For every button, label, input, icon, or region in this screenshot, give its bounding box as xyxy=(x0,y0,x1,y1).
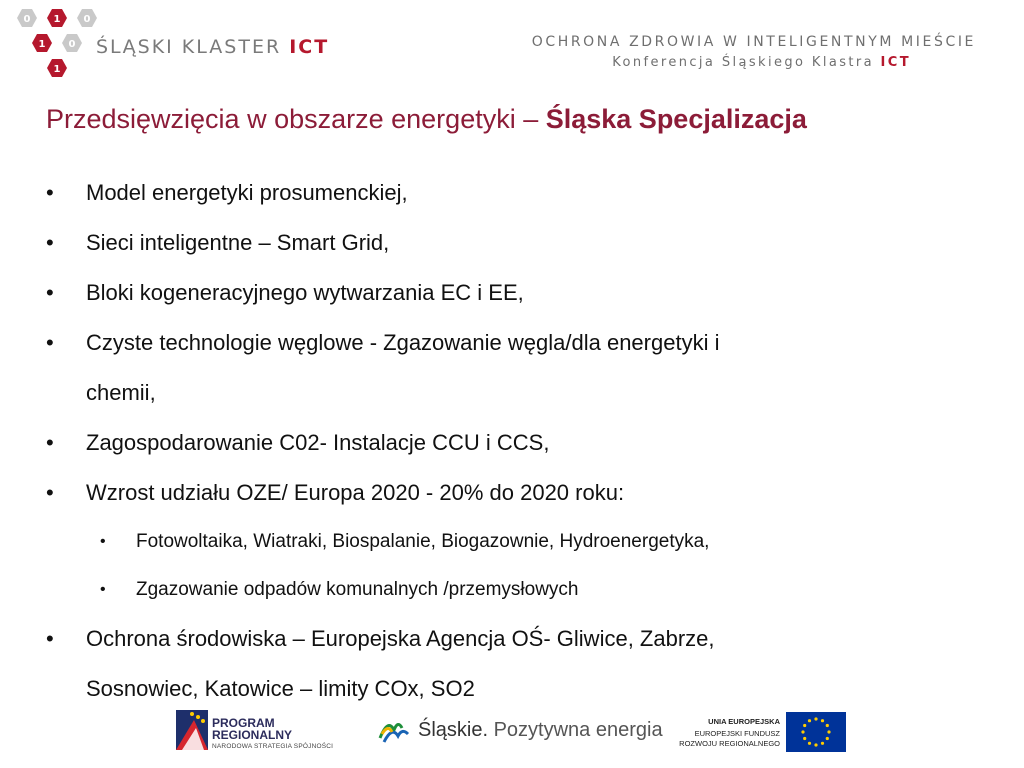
bullet-text: chemii, xyxy=(86,380,156,405)
bullet-dot: • xyxy=(46,330,54,355)
bullet-text: Sieci inteligentne – Smart Grid, xyxy=(86,230,390,255)
logo-digit: 0 xyxy=(23,14,31,25)
hexagon-logo-icon xyxy=(10,6,102,90)
logo-digit: 1 xyxy=(53,64,61,75)
bullet-text: Model energetyki prosumenckiej, xyxy=(86,180,408,205)
bullet-dot: • xyxy=(46,280,54,305)
eu-line1: UNIA EUROPEJSKA xyxy=(708,717,780,726)
program-line1: PROGRAM xyxy=(212,716,275,730)
bullet-text: Sosnowiec, Katowice – limity COx, SO2 xyxy=(86,676,475,701)
conference-subtitle xyxy=(612,55,911,70)
bullet-text: Czyste technologie węglowe - Zgazowanie węgla/dla energetyki i xyxy=(86,330,720,355)
logo-digit: 0 xyxy=(83,14,91,25)
bullet-text: Bloki kogeneracyjnego wytwarzania EC i EE, xyxy=(86,280,524,305)
slaskie-name: Śląskie. xyxy=(418,719,489,741)
slaskie-tagline: Pozytywna energia xyxy=(488,719,663,741)
conference-subtitle-text: Konferencja Śląskiego Klastra xyxy=(612,55,874,70)
program-regionalny-logo-icon xyxy=(174,708,210,752)
logo-digit: 1 xyxy=(53,14,61,25)
sub-bullet-item xyxy=(46,566,986,614)
slide-title xyxy=(46,104,807,135)
logo-digit: 0 xyxy=(68,39,76,50)
sub-bullet-dot: • xyxy=(100,533,106,550)
eu-line2: EUROPEJSKI FUNDUSZ xyxy=(694,729,780,738)
footer-logos xyxy=(0,704,1024,764)
bullet-dot: • xyxy=(46,626,54,651)
sub-bullet-text: Fotowoltaika, Wiatraki, Biospalanie, Biogazownie, Hydroenergetyka, xyxy=(136,531,710,552)
bullet-item xyxy=(46,318,986,368)
bullet-item xyxy=(46,418,986,468)
program-line2: REGIONALNY xyxy=(212,728,293,742)
eu-flag-icon xyxy=(786,712,846,752)
bullet-item xyxy=(46,268,986,318)
slide-title-text: Przedsięwzięcia w obszarze energetyki – xyxy=(46,104,546,134)
eu-line3: ROZWOJU REGIONALNEGO xyxy=(679,739,780,748)
bullet-item xyxy=(46,168,986,218)
bullet-text: Zagospodarowanie C02- Instalacje CCU i CCS, xyxy=(86,430,550,455)
brand-text: ŚLĄSKI KLASTER xyxy=(96,36,282,58)
bullet-text: Wzrost udziału OZE/ Europa 2020 - 20% do 2020 roku: xyxy=(86,480,625,505)
conference-ict: ICT xyxy=(880,55,911,70)
bullet-list xyxy=(46,168,986,714)
brand-name xyxy=(96,36,329,58)
bullet-text: Ochrona środowiska – Europejska Agencja OŚ- Gliwice, Zabrze, xyxy=(86,626,715,651)
bullet-item xyxy=(46,218,986,268)
bullet-dot: • xyxy=(46,430,54,455)
slide-title-bold: Śląska Specjalizacja xyxy=(545,104,807,134)
conference-title: OCHRONA ZDROWIA W INTELIGENTNYM MIEŚCIE xyxy=(531,34,976,50)
sub-bullet-item xyxy=(46,518,986,566)
program-line3: NARODOWA STRATEGIA SPÓJNOŚCI xyxy=(212,743,334,750)
bullet-item xyxy=(46,614,986,664)
sub-bullet-dot: • xyxy=(100,581,106,598)
bullet-item xyxy=(46,468,986,518)
logo-digit: 1 xyxy=(38,39,46,50)
sub-bullet-text: Zgazowanie odpadów komunalnych /przemysłowych xyxy=(136,579,579,600)
bullet-dot: • xyxy=(46,180,54,205)
slaskie-text xyxy=(418,719,663,742)
bullet-dot: • xyxy=(46,480,54,505)
brand-ict: ICT xyxy=(289,36,330,58)
bullet-item-continuation xyxy=(46,368,986,418)
bullet-dot: • xyxy=(46,230,54,255)
slaskie-logo-icon xyxy=(378,716,410,746)
